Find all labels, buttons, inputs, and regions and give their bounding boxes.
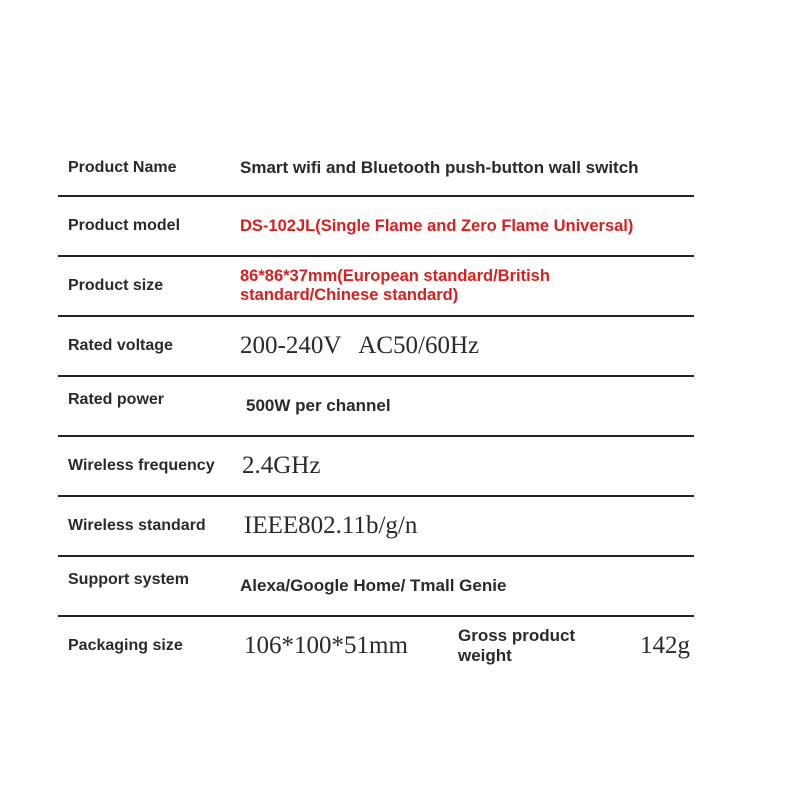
spec-label: Product size — [68, 277, 164, 294]
spec-value: 500W per channel — [246, 396, 391, 416]
spec-value-highlight: 86*86*37mm(European standard/British standard/Chinese standard) — [240, 267, 550, 304]
spec-label: Wireless standard — [68, 517, 206, 534]
spec-value: Smart wifi and Bluetooth push-button wall switch — [240, 157, 639, 177]
spec-row-wireless-standard — [58, 497, 694, 557]
spec-value: IEEE802.11b/g/n — [244, 511, 418, 539]
spec-label: Rated voltage — [68, 337, 173, 354]
spec-value-highlight: DS-102JL(Single Flame and Zero Flame Universal) — [240, 216, 634, 235]
spec-label: Wireless frequency — [68, 457, 215, 474]
spec-label: Packaging size — [68, 637, 183, 654]
spec-label: Product Name — [68, 158, 177, 176]
spec-row-support-system — [58, 557, 694, 617]
gross-weight-label: Gross product weight — [458, 625, 576, 665]
spec-value: 200-240V AC50/60Hz — [240, 331, 480, 359]
spec-row-product-name — [58, 140, 694, 197]
spec-label: Product model — [68, 217, 181, 234]
spec-row-product-size — [58, 257, 694, 317]
gross-weight-value: 142g — [640, 632, 690, 659]
spec-row-wireless-frequency — [58, 437, 694, 497]
spec-row-rated-power — [58, 377, 694, 437]
spec-table — [58, 140, 694, 675]
spec-row-packaging — [58, 617, 694, 675]
spec-label: Support system — [68, 571, 189, 588]
spec-value: 2.4GHz — [242, 451, 321, 479]
spec-label: Rated power — [68, 391, 165, 408]
spec-row-rated-voltage — [58, 317, 694, 377]
spec-value: Alexa/Google Home/ Tmall Genie — [240, 576, 507, 596]
packaging-size-value: 106*100*51mm — [244, 632, 408, 659]
spec-row-product-model — [58, 197, 694, 257]
